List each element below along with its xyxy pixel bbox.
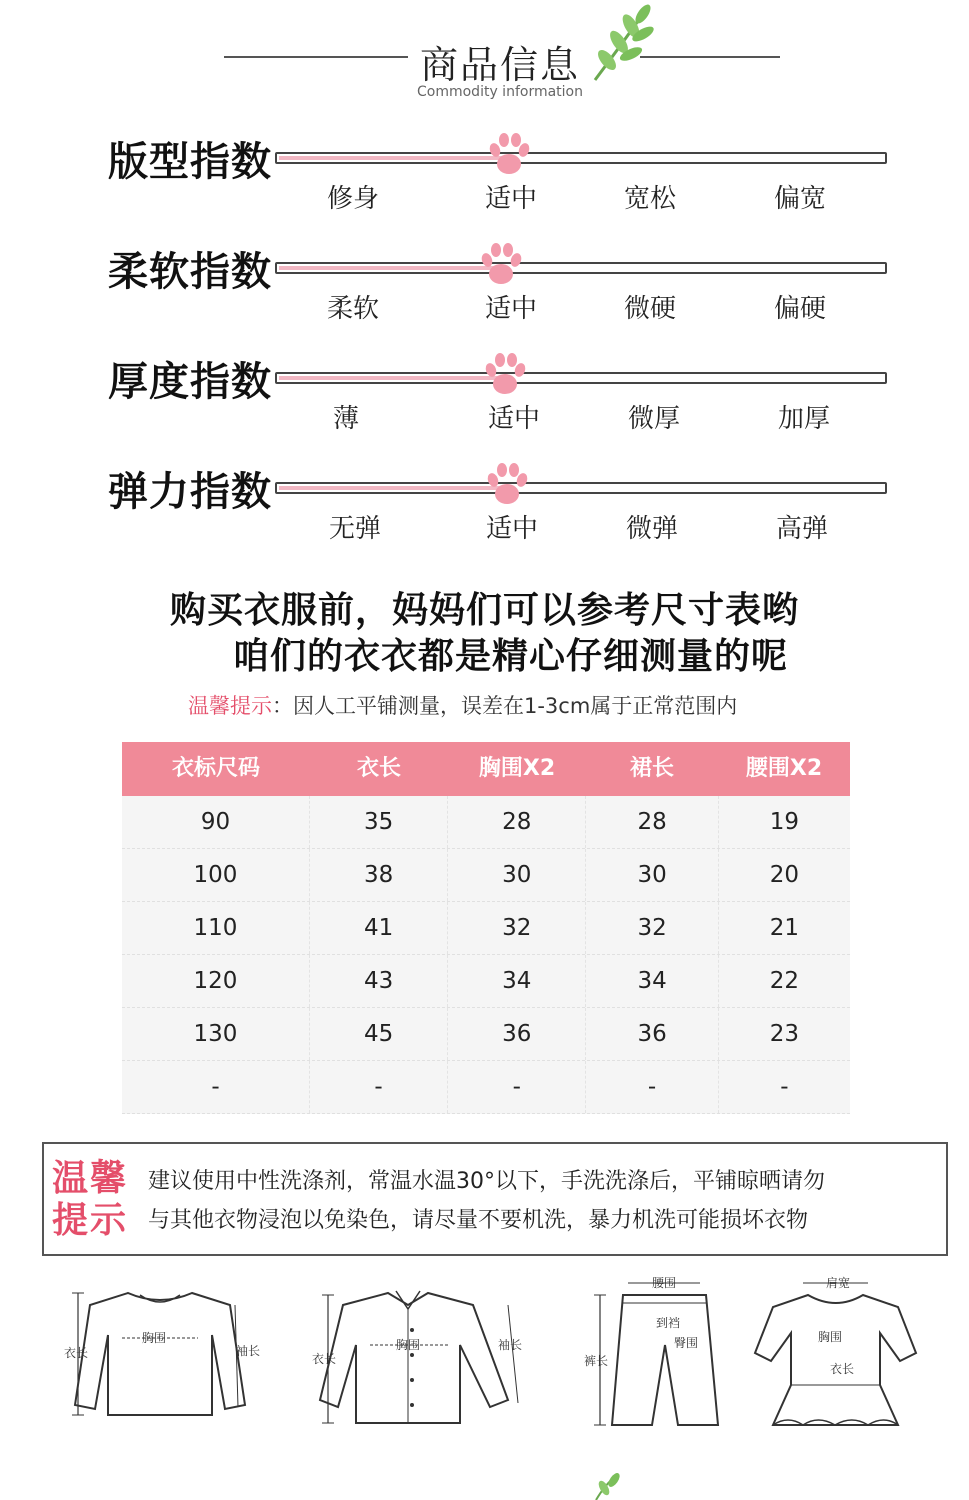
tshirt-sleeve-label: 袖长: [236, 1344, 261, 1358]
care-notice: [42, 1142, 948, 1256]
table-cell: 35: [310, 796, 448, 848]
dress-shoulder-label: 肩宽: [826, 1276, 851, 1290]
table-row: [122, 1061, 850, 1114]
index-option-label: 修身: [326, 184, 379, 214]
size-table: [122, 742, 850, 1114]
index-option-label: 适中: [485, 514, 538, 544]
index-option-label: 适中: [487, 404, 540, 434]
index-option-label: 薄: [332, 404, 359, 434]
pants-crotch-label: 到裆: [656, 1316, 681, 1330]
paw-icon: [478, 240, 524, 290]
paw-icon: [486, 130, 532, 180]
table-header: [122, 742, 850, 796]
index-track: [275, 482, 887, 494]
index-row: [0, 240, 969, 350]
measure-tip-text: ：因人工平铺测量，误差在1-3cm属于正常范围内: [272, 694, 738, 718]
index-title: 弹力指数: [108, 469, 272, 515]
dress-diagram: [748, 1275, 923, 1435]
table-cell: 22: [769, 968, 799, 994]
column-header: 腰围X2: [745, 756, 823, 781]
tshirt-diagram: [60, 1275, 275, 1435]
table-cell: -: [586, 1061, 718, 1113]
leaf-icon: [585, 0, 660, 90]
table-row: [122, 955, 850, 1008]
index-title: 厚度指数: [108, 359, 272, 405]
table-cell: -: [780, 1074, 789, 1100]
pants-waist-label: 腰围: [652, 1276, 677, 1290]
column-header: 衣标尺码: [171, 756, 260, 781]
care-line-2: 与其他衣物浸泡以免染色，请尽量不要机洗，暴力机洗可能损坏衣物: [148, 1208, 809, 1233]
table-cell: 34: [448, 955, 586, 1007]
table-cell: 32: [586, 902, 718, 954]
index-option-label: 偏硬: [773, 294, 826, 324]
index-option-label: 宽松: [623, 184, 676, 214]
index-option-label: 适中: [484, 294, 537, 324]
table-cell: 20: [769, 862, 799, 888]
care-text: [148, 1162, 938, 1240]
measure-tip-label: 温馨提示: [188, 694, 272, 718]
table-cell: 41: [310, 902, 448, 954]
dress-length-label: 衣长: [830, 1362, 855, 1376]
table-cell: -: [448, 1061, 586, 1113]
table-cell: 19: [769, 809, 799, 835]
table-cell: 38: [310, 849, 448, 901]
index-option-label: 无弹: [328, 514, 381, 544]
shirt-sleeve-label: 袖长: [498, 1338, 523, 1352]
index-option-label: 加厚: [777, 404, 830, 434]
index-row: [0, 130, 969, 240]
index-option-label: 微厚: [627, 404, 680, 434]
shirt-diagram: [308, 1275, 538, 1435]
table-cell: 21: [769, 915, 799, 941]
tshirt-length-label: 衣长: [64, 1346, 89, 1360]
table-cell: 34: [586, 955, 718, 1007]
index-title: 版型指数: [108, 139, 272, 185]
index-fill: [279, 266, 507, 270]
pants-diagram: [578, 1275, 728, 1435]
shirt-length-label: 衣长: [312, 1352, 337, 1366]
bottom-leaf-icon: [588, 1472, 628, 1500]
index-track: [275, 262, 887, 274]
table-cell: 45: [310, 1008, 448, 1060]
table-row: [122, 849, 850, 902]
table-cell: 90: [122, 796, 310, 848]
intro-line-2: 咱们的衣衣都是精心仔细测量的呢: [232, 636, 788, 677]
table-cell: 36: [586, 1008, 718, 1060]
section-subtitle: Commodity information: [417, 84, 583, 100]
shirt-chest-label: 胸围: [396, 1338, 421, 1352]
table-cell: 36: [448, 1008, 586, 1060]
index-track: [275, 152, 887, 164]
table-cell: 110: [122, 902, 310, 954]
index-fill: [279, 376, 511, 380]
table-cell: 32: [448, 902, 586, 954]
index-row: [0, 460, 969, 570]
index-option-label: 微弹: [625, 514, 678, 544]
index-fill: [279, 486, 513, 490]
intro-line-1: 购买衣服前，妈妈们可以参考尺寸表哟: [169, 590, 799, 631]
table-cell: 100: [122, 849, 310, 901]
table-cell: 28: [448, 796, 586, 848]
pants-length-label: 裤长: [584, 1354, 609, 1368]
measure-tip: [188, 690, 737, 720]
header-line-left: [224, 56, 408, 58]
table-row: [122, 796, 850, 849]
index-option-label: 柔软: [326, 294, 379, 324]
column-header: 衣长: [356, 756, 401, 781]
table-row: [122, 1008, 850, 1061]
table-cell: -: [122, 1061, 310, 1113]
header-line-right: [640, 56, 780, 58]
dress-chest-label: 胸围: [818, 1330, 843, 1344]
table-cell: 43: [310, 955, 448, 1007]
index-title: 柔软指数: [108, 249, 272, 295]
paw-icon: [482, 350, 528, 400]
index-option-label: 偏宽: [773, 184, 826, 214]
table-cell: 120: [122, 955, 310, 1007]
column-header: 裙长: [629, 756, 674, 781]
index-row: [0, 350, 969, 460]
table-cell: 30: [586, 849, 718, 901]
table-row: [122, 902, 850, 955]
index-option-label: 高弹: [775, 514, 828, 544]
index-track: [275, 372, 887, 384]
care-line-1: 建议使用中性洗涤剂，常温水温30°以下，手洗洗涤后，平铺晾晒请勿: [148, 1169, 825, 1194]
section-title: 商品信息: [419, 43, 580, 87]
table-cell: 23: [769, 1021, 799, 1047]
tshirt-chest-label: 胸围: [142, 1331, 167, 1345]
column-header: 胸围X2: [478, 756, 556, 781]
table-cell: -: [310, 1061, 448, 1113]
pants-hip-label: 臀围: [674, 1336, 699, 1350]
table-cell: 130: [122, 1008, 310, 1060]
care-heading: 温馨提示: [52, 1158, 129, 1241]
index-option-label: 适中: [484, 184, 537, 214]
index-option-label: 微硬: [623, 294, 676, 324]
index-fill: [279, 156, 515, 160]
paw-icon: [484, 460, 530, 510]
table-cell: 30: [448, 849, 586, 901]
table-cell: 28: [586, 796, 718, 848]
